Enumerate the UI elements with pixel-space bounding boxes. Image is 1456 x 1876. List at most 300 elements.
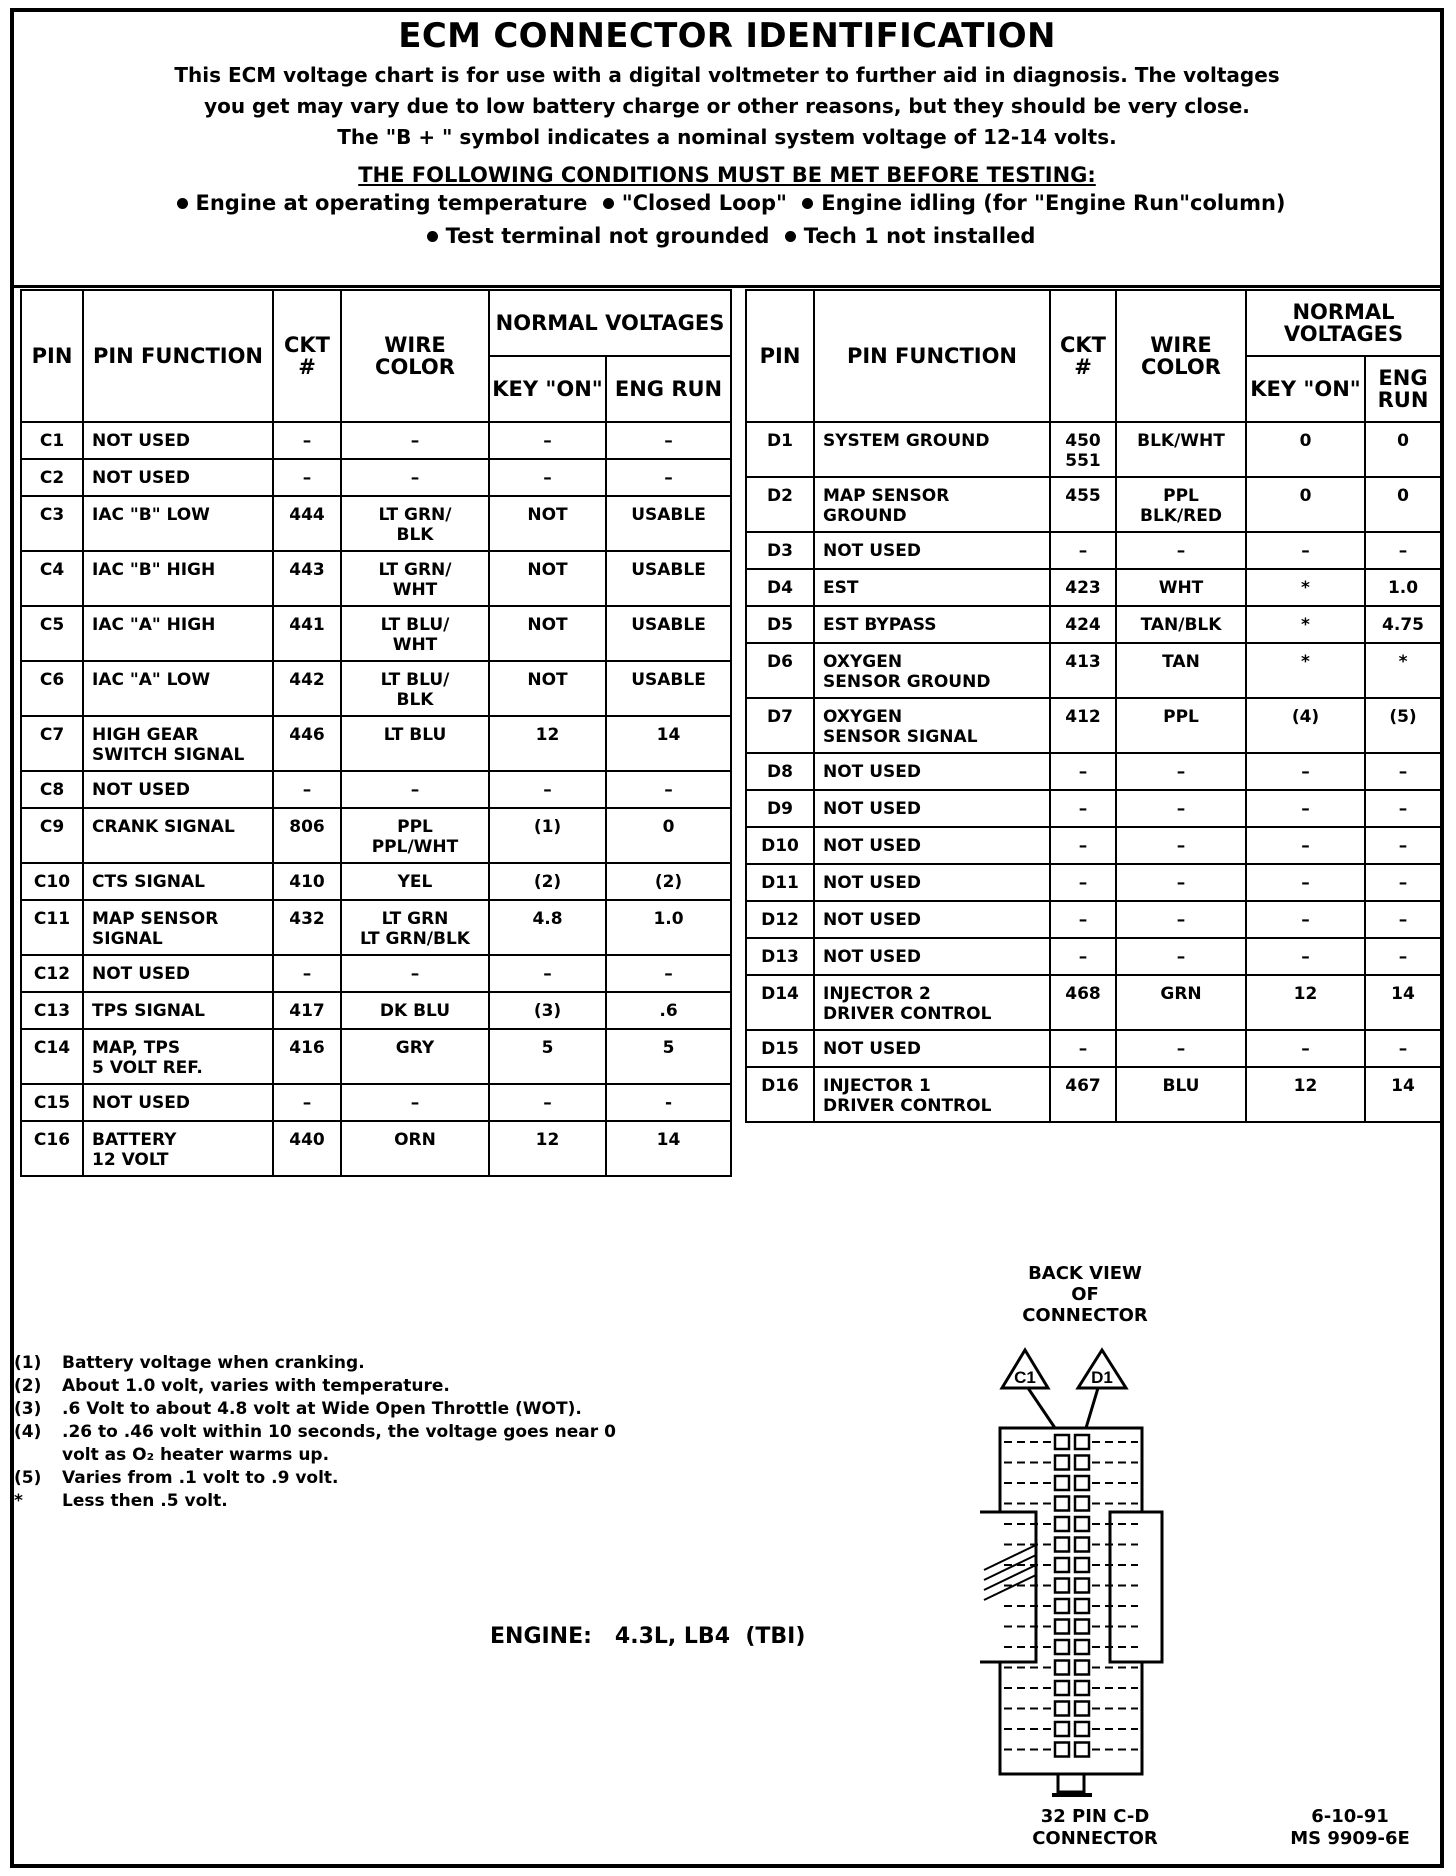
eng-run-cell: 0 <box>1365 477 1441 532</box>
footnote <box>14 1352 622 1375</box>
pin-cavity-c <box>1055 1722 1069 1736</box>
pin-cell: D5 <box>746 606 814 643</box>
wire-color-cell: TAN/BLK <box>1116 606 1246 643</box>
eng-run-cell: – <box>1365 938 1441 975</box>
key-on-cell: 12 <box>489 1121 606 1176</box>
table-row <box>746 938 1441 975</box>
table-row <box>21 900 731 955</box>
pin-cavity-d <box>1075 1599 1089 1613</box>
ckt-cell: 442 <box>273 661 341 716</box>
key-on-cell: * <box>1246 569 1365 606</box>
eng-run-cell: – <box>606 422 731 459</box>
eng-run-cell: – <box>1365 790 1441 827</box>
footnote-key: (1) <box>14 1353 42 1373</box>
table-row <box>21 808 731 863</box>
eng-run-cell: 14 <box>1365 1067 1441 1122</box>
pin-cavity-c <box>1055 1620 1069 1634</box>
table-row <box>21 496 731 551</box>
conditions-line-1 <box>14 187 1440 220</box>
pin-cell: C16 <box>21 1121 83 1176</box>
key-on-cell: – <box>1246 901 1365 938</box>
pin-cell: C6 <box>21 661 83 716</box>
condition-item: Test terminal not grounded <box>445 224 770 248</box>
pin-cavity-c <box>1055 1497 1069 1511</box>
wire-color-cell: TAN <box>1116 643 1246 698</box>
wire-color-cell: LT BLU/ BLK <box>341 661 489 716</box>
eng-run-cell: – <box>606 459 731 496</box>
footnote <box>14 1398 622 1421</box>
table-row <box>746 1030 1441 1067</box>
wire-color-cell: – <box>1116 753 1246 790</box>
pin-cavity-d <box>1075 1579 1089 1593</box>
pin-cell: C14 <box>21 1029 83 1084</box>
key-on-cell: – <box>489 1084 606 1121</box>
pin-function-cell: NOT USED <box>83 771 273 808</box>
pin-function-cell: INJECTOR 2 DRIVER CONTROL <box>814 975 1050 1030</box>
pin-cell: D14 <box>746 975 814 1030</box>
intro-line: This ECM voltage chart is for use with a digital voltmeter to further aid in diagnosis. The voltages <box>174 63 1280 87</box>
table-row <box>21 606 731 661</box>
key-on-cell: NOT <box>489 606 606 661</box>
eng-run-cell: USABLE <box>606 551 731 606</box>
pin-cell: C13 <box>21 992 83 1029</box>
table-row <box>21 551 731 606</box>
condition-item: Engine idling (for "Engine Run"column) <box>821 191 1286 215</box>
eng-run-cell: 5 <box>606 1029 731 1084</box>
header-wire-color: WIRE COLOR <box>1116 290 1246 422</box>
wire-color-cell: – <box>341 771 489 808</box>
header-ckt: CKT # <box>273 290 341 422</box>
pin-cavity-c <box>1055 1435 1069 1449</box>
ckt-cell: – <box>1050 938 1116 975</box>
pin-cavity-d <box>1075 1435 1089 1449</box>
connector-diagram <box>980 1340 1180 1810</box>
pin-function-cell: IAC "A" HIGH <box>83 606 273 661</box>
bullet-icon <box>427 231 438 242</box>
pin-cavity-c <box>1055 1476 1069 1490</box>
pin-function-cell: BATTERY 12 VOLT <box>83 1121 273 1176</box>
pin-cavity-d <box>1075 1517 1089 1531</box>
pin-function-cell: NOT USED <box>83 459 273 496</box>
table-row <box>21 661 731 716</box>
wire-color-cell: – <box>341 955 489 992</box>
pin-function-cell: INJECTOR 1 DRIVER CONTROL <box>814 1067 1050 1122</box>
pin-function-cell: CRANK SIGNAL <box>83 808 273 863</box>
wire-color-cell: – <box>341 422 489 459</box>
pin-cell: D7 <box>746 698 814 753</box>
key-on-cell: 12 <box>1246 1067 1365 1122</box>
bullet-icon <box>603 198 614 209</box>
key-on-cell: 4.8 <box>489 900 606 955</box>
ckt-cell: 440 <box>273 1121 341 1176</box>
pin-cavity-d <box>1075 1702 1089 1716</box>
table-row <box>746 569 1441 606</box>
header-pin-function: PIN FUNCTION <box>83 290 273 422</box>
footnote-text: .26 to .46 volt within 10 seconds, the voltage goes near 0 volt as O₂ heater warms up. <box>62 1422 616 1465</box>
ckt-cell: 468 <box>1050 975 1116 1030</box>
pin-cell: D15 <box>746 1030 814 1067</box>
wire-color-cell: – <box>1116 938 1246 975</box>
pin-cell: C10 <box>21 863 83 900</box>
pin-cavity-d <box>1075 1497 1089 1511</box>
key-on-cell: (3) <box>489 992 606 1029</box>
pin-cavity-d <box>1075 1722 1089 1736</box>
footnote-text: Less then .5 volt. <box>62 1491 228 1511</box>
ckt-cell: 423 <box>1050 569 1116 606</box>
pin-function-cell: NOT USED <box>814 938 1050 975</box>
ckt-cell: 424 <box>1050 606 1116 643</box>
pin-cell: C11 <box>21 900 83 955</box>
ckt-cell: 455 <box>1050 477 1116 532</box>
chart-header <box>14 12 1440 288</box>
ckt-cell: – <box>1050 1030 1116 1067</box>
eng-run-cell: – <box>1365 753 1441 790</box>
eng-run-cell: 1.0 <box>1365 569 1441 606</box>
table-row <box>746 422 1441 477</box>
pin-cell: C9 <box>21 808 83 863</box>
pin-function-cell: OXYGEN SENSOR SIGNAL <box>814 698 1050 753</box>
key-on-cell: – <box>489 955 606 992</box>
wire-color-cell: WHT <box>1116 569 1246 606</box>
ckt-cell: 450 551 <box>1050 422 1116 477</box>
bullet-icon <box>785 231 796 242</box>
header-ckt: CKT # <box>1050 290 1116 422</box>
header-eng-run: ENG RUN <box>1365 356 1441 422</box>
table-row <box>746 901 1441 938</box>
table-row <box>746 1067 1441 1122</box>
ecm-chart-frame <box>10 8 1444 1868</box>
pin-cavity-c <box>1055 1661 1069 1675</box>
pin-cavity-d <box>1075 1538 1089 1552</box>
footnote-text: Battery voltage when cranking. <box>62 1353 365 1373</box>
pin-function-cell: NOT USED <box>814 753 1050 790</box>
conditions-line-2 <box>14 220 1440 253</box>
pin-cavity-c <box>1055 1599 1069 1613</box>
engine-label: ENGINE: 4.3L, LB4 (TBI) <box>490 1624 806 1649</box>
pin-cavity-c <box>1055 1456 1069 1470</box>
pin-cavity-c <box>1055 1579 1069 1593</box>
pin-cavity-d <box>1075 1558 1089 1572</box>
eng-run-cell: 0 <box>1365 422 1441 477</box>
eng-run-cell: – <box>1365 532 1441 569</box>
pin-function-cell: NOT USED <box>814 532 1050 569</box>
bullet-icon <box>802 198 813 209</box>
pin-cavity-d <box>1075 1640 1089 1654</box>
key-on-cell: (1) <box>489 808 606 863</box>
table-row <box>21 1121 731 1176</box>
eng-run-cell: - <box>606 1084 731 1121</box>
wire-color-cell: BLU <box>1116 1067 1246 1122</box>
ckt-cell: 446 <box>273 716 341 771</box>
wire-color-cell: LT GRN/ WHT <box>341 551 489 606</box>
eng-run-cell: 14 <box>606 1121 731 1176</box>
ckt-cell: 413 <box>1050 643 1116 698</box>
table-row <box>21 955 731 992</box>
table-row <box>746 477 1441 532</box>
pin-cell: C5 <box>21 606 83 661</box>
table-row <box>746 827 1441 864</box>
pin-cavity-c <box>1055 1702 1069 1716</box>
pin-function-cell: NOT USED <box>83 1084 273 1121</box>
footnotes <box>14 1352 622 1513</box>
eng-run-cell: USABLE <box>606 661 731 716</box>
ckt-cell: 806 <box>273 808 341 863</box>
pin-cell: C12 <box>21 955 83 992</box>
pin-cell: C2 <box>21 459 83 496</box>
ckt-cell: – <box>1050 864 1116 901</box>
header-normal-voltages: NORMAL VOLTAGES <box>1246 290 1441 356</box>
condition-item: Tech 1 not installed <box>803 224 1036 248</box>
footnote-key: (2) <box>14 1376 42 1396</box>
pin-cell: D4 <box>746 569 814 606</box>
table-row <box>21 1084 731 1121</box>
wire-color-cell: PPL BLK/RED <box>1116 477 1246 532</box>
pin-function-cell: NOT USED <box>83 955 273 992</box>
table-row <box>21 422 731 459</box>
pin-function-cell: MAP, TPS 5 VOLT REF. <box>83 1029 273 1084</box>
pin-function-cell: NOT USED <box>814 790 1050 827</box>
key-on-cell: 12 <box>1246 975 1365 1030</box>
ckt-cell: – <box>273 771 341 808</box>
pin-cell: C8 <box>21 771 83 808</box>
header-pin-function: PIN FUNCTION <box>814 290 1050 422</box>
table-row <box>746 753 1441 790</box>
page-title: ECM CONNECTOR IDENTIFICATION <box>398 16 1056 56</box>
d1-label: D1 <box>1091 1368 1113 1387</box>
wire-color-cell: LT GRN LT GRN/BLK <box>341 900 489 955</box>
bullet-icon <box>177 198 188 209</box>
wire-color-cell: DK BLU <box>341 992 489 1029</box>
footnote-key: (5) <box>14 1468 42 1488</box>
wire-color-cell: – <box>1116 864 1246 901</box>
wire-color-cell: – <box>1116 827 1246 864</box>
pin-function-cell: NOT USED <box>814 827 1050 864</box>
wire-color-cell: – <box>341 1084 489 1121</box>
pin-cell: D16 <box>746 1067 814 1122</box>
pin-function-cell: NOT USED <box>814 864 1050 901</box>
footnote-key: (4) <box>14 1422 42 1442</box>
pin-cell: C1 <box>21 422 83 459</box>
wire-color-cell: YEL <box>341 863 489 900</box>
table-row <box>746 975 1441 1030</box>
pin-cavity-c <box>1055 1743 1069 1757</box>
eng-run-cell: .6 <box>606 992 731 1029</box>
wire-color-cell: LT BLU/ WHT <box>341 606 489 661</box>
ckt-cell: – <box>1050 827 1116 864</box>
table-row <box>21 992 731 1029</box>
pin-function-cell: NOT USED <box>814 1030 1050 1067</box>
ckt-cell: 441 <box>273 606 341 661</box>
key-on-cell: – <box>489 422 606 459</box>
pin-function-cell: MAP SENSOR SIGNAL <box>83 900 273 955</box>
key-on-cell: NOT <box>489 661 606 716</box>
document-number: MS 9909-6E <box>1290 1828 1410 1849</box>
wire-color-cell: – <box>1116 790 1246 827</box>
header-pin: PIN <box>21 290 83 422</box>
pin-cell: D12 <box>746 901 814 938</box>
ckt-cell: 412 <box>1050 698 1116 753</box>
table-row <box>746 698 1441 753</box>
d-connector-table <box>745 289 1442 1123</box>
pin-function-cell: IAC "B" HIGH <box>83 551 273 606</box>
key-on-cell: 5 <box>489 1029 606 1084</box>
intro-line: you get may vary due to low battery charge or other reasons, but they should be very close. <box>204 94 1250 118</box>
footnote <box>14 1421 622 1467</box>
pin-function-cell: IAC "B" LOW <box>83 496 273 551</box>
conditions-title: THE FOLLOWING CONDITIONS MUST BE MET BEFORE TESTING: <box>358 163 1096 187</box>
key-on-cell: – <box>1246 827 1365 864</box>
pin-cell: D6 <box>746 643 814 698</box>
pin-function-cell: CTS SIGNAL <box>83 863 273 900</box>
condition-item: "Closed Loop" <box>621 191 787 215</box>
table-row <box>746 643 1441 698</box>
pin-function-cell: MAP SENSOR GROUND <box>814 477 1050 532</box>
wire-color-cell: LT GRN/ BLK <box>341 496 489 551</box>
header-eng-run: ENG RUN <box>606 356 731 422</box>
c1-label: C1 <box>1014 1368 1036 1387</box>
key-on-cell: 0 <box>1246 477 1365 532</box>
key-on-cell: – <box>489 459 606 496</box>
table-row <box>746 864 1441 901</box>
key-on-cell: NOT <box>489 551 606 606</box>
ckt-cell: 417 <box>273 992 341 1029</box>
key-on-cell: – <box>1246 864 1365 901</box>
ckt-cell: 416 <box>273 1029 341 1084</box>
back-view-label: BACK VIEW OF CONNECTOR <box>1022 1263 1148 1326</box>
footnote-text: About 1.0 volt, varies with temperature. <box>62 1376 450 1396</box>
ckt-cell: – <box>1050 753 1116 790</box>
wire-color-cell: – <box>1116 1030 1246 1067</box>
wire-color-cell: PPL <box>1116 698 1246 753</box>
pin-function-cell: IAC "A" LOW <box>83 661 273 716</box>
footnote-text: .6 Volt to about 4.8 volt at Wide Open Throttle (WOT). <box>62 1399 582 1419</box>
header-pin: PIN <box>746 290 814 422</box>
eng-run-cell: USABLE <box>606 606 731 661</box>
wire-color-cell: GRN <box>1116 975 1246 1030</box>
table-row <box>21 1029 731 1084</box>
table-row <box>21 459 731 496</box>
pin-function-cell: EST BYPASS <box>814 606 1050 643</box>
eng-run-cell: 4.75 <box>1365 606 1441 643</box>
pin-function-cell: TPS SIGNAL <box>83 992 273 1029</box>
eng-run-cell: 0 <box>606 808 731 863</box>
footnote <box>14 1490 622 1513</box>
c-connector-rows <box>21 422 731 1176</box>
header-wire-color: WIRE COLOR <box>341 290 489 422</box>
intro-text <box>14 60 1440 153</box>
connector-key <box>1058 1774 1084 1792</box>
footnote-key: (3) <box>14 1399 42 1419</box>
pin-cell: D11 <box>746 864 814 901</box>
ckt-cell: – <box>273 955 341 992</box>
wire-color-cell: ORN <box>341 1121 489 1176</box>
eng-run-cell: – <box>1365 864 1441 901</box>
ckt-cell: 443 <box>273 551 341 606</box>
key-on-cell: – <box>1246 532 1365 569</box>
eng-run-cell: (2) <box>606 863 731 900</box>
key-on-cell: 12 <box>489 716 606 771</box>
pin-cell: D2 <box>746 477 814 532</box>
pin-cell: D3 <box>746 532 814 569</box>
pin-cavity-d <box>1075 1456 1089 1470</box>
pin-function-cell: HIGH GEAR SWITCH SIGNAL <box>83 716 273 771</box>
footnote-text: Varies from .1 volt to .9 volt. <box>62 1468 339 1488</box>
header-key-on: KEY "ON" <box>489 356 606 422</box>
pin-function-cell: EST <box>814 569 1050 606</box>
pin-cell: D1 <box>746 422 814 477</box>
document-date: 6-10-91 <box>1311 1806 1389 1827</box>
condition-item: Engine at operating temperature <box>195 191 588 215</box>
connector-label: 32 PIN C-D CONNECTOR <box>1032 1806 1158 1849</box>
pin-cell: D9 <box>746 790 814 827</box>
pin-function-cell: NOT USED <box>83 422 273 459</box>
key-on-cell: (4) <box>1246 698 1365 753</box>
key-on-cell: (2) <box>489 863 606 900</box>
intro-line: The "B + " symbol indicates a nominal system voltage of 12-14 volts. <box>337 125 1117 149</box>
eng-run-cell: (5) <box>1365 698 1441 753</box>
eng-run-cell: 1.0 <box>606 900 731 955</box>
pin-cell: C3 <box>21 496 83 551</box>
key-on-cell: – <box>1246 1030 1365 1067</box>
c-connector-table <box>20 289 732 1177</box>
footnote-key: * <box>14 1491 23 1511</box>
pin-cavity-c <box>1055 1640 1069 1654</box>
eng-run-cell: – <box>606 771 731 808</box>
ckt-cell: 467 <box>1050 1067 1116 1122</box>
pin-function-cell: SYSTEM GROUND <box>814 422 1050 477</box>
table-row <box>746 606 1441 643</box>
ckt-cell: – <box>273 1084 341 1121</box>
ckt-cell: – <box>273 422 341 459</box>
wire-color-cell: LT BLU <box>341 716 489 771</box>
eng-run-cell: * <box>1365 643 1441 698</box>
pin-function-cell: OXYGEN SENSOR GROUND <box>814 643 1050 698</box>
key-on-cell: * <box>1246 643 1365 698</box>
ckt-cell: – <box>1050 532 1116 569</box>
key-on-cell: 0 <box>1246 422 1365 477</box>
footnote <box>14 1375 622 1398</box>
table-row <box>21 716 731 771</box>
key-on-cell: – <box>1246 938 1365 975</box>
wire-color-cell: PPL PPL/WHT <box>341 808 489 863</box>
ckt-cell: 444 <box>273 496 341 551</box>
eng-run-cell: – <box>1365 901 1441 938</box>
document-id <box>1290 1806 1410 1850</box>
ckt-cell: 410 <box>273 863 341 900</box>
pin-cavity-c <box>1055 1517 1069 1531</box>
eng-run-cell: 14 <box>1365 975 1441 1030</box>
ckt-cell: 432 <box>273 900 341 955</box>
table-row <box>21 771 731 808</box>
eng-run-cell: – <box>1365 1030 1441 1067</box>
pin-cavity-d <box>1075 1620 1089 1634</box>
eng-run-cell: 14 <box>606 716 731 771</box>
pin-cell: C7 <box>21 716 83 771</box>
ckt-cell: – <box>1050 901 1116 938</box>
pin-cell: C15 <box>21 1084 83 1121</box>
key-on-cell: – <box>489 771 606 808</box>
wire-color-cell: GRY <box>341 1029 489 1084</box>
pin-cavity-d <box>1075 1681 1089 1695</box>
pin-cell: D8 <box>746 753 814 790</box>
pin-cavity-c <box>1055 1558 1069 1572</box>
table-row <box>746 532 1441 569</box>
d-connector-rows <box>746 422 1441 1122</box>
table-row <box>21 863 731 900</box>
header-key-on: KEY "ON" <box>1246 356 1365 422</box>
key-on-cell: * <box>1246 606 1365 643</box>
eng-run-cell: USABLE <box>606 496 731 551</box>
